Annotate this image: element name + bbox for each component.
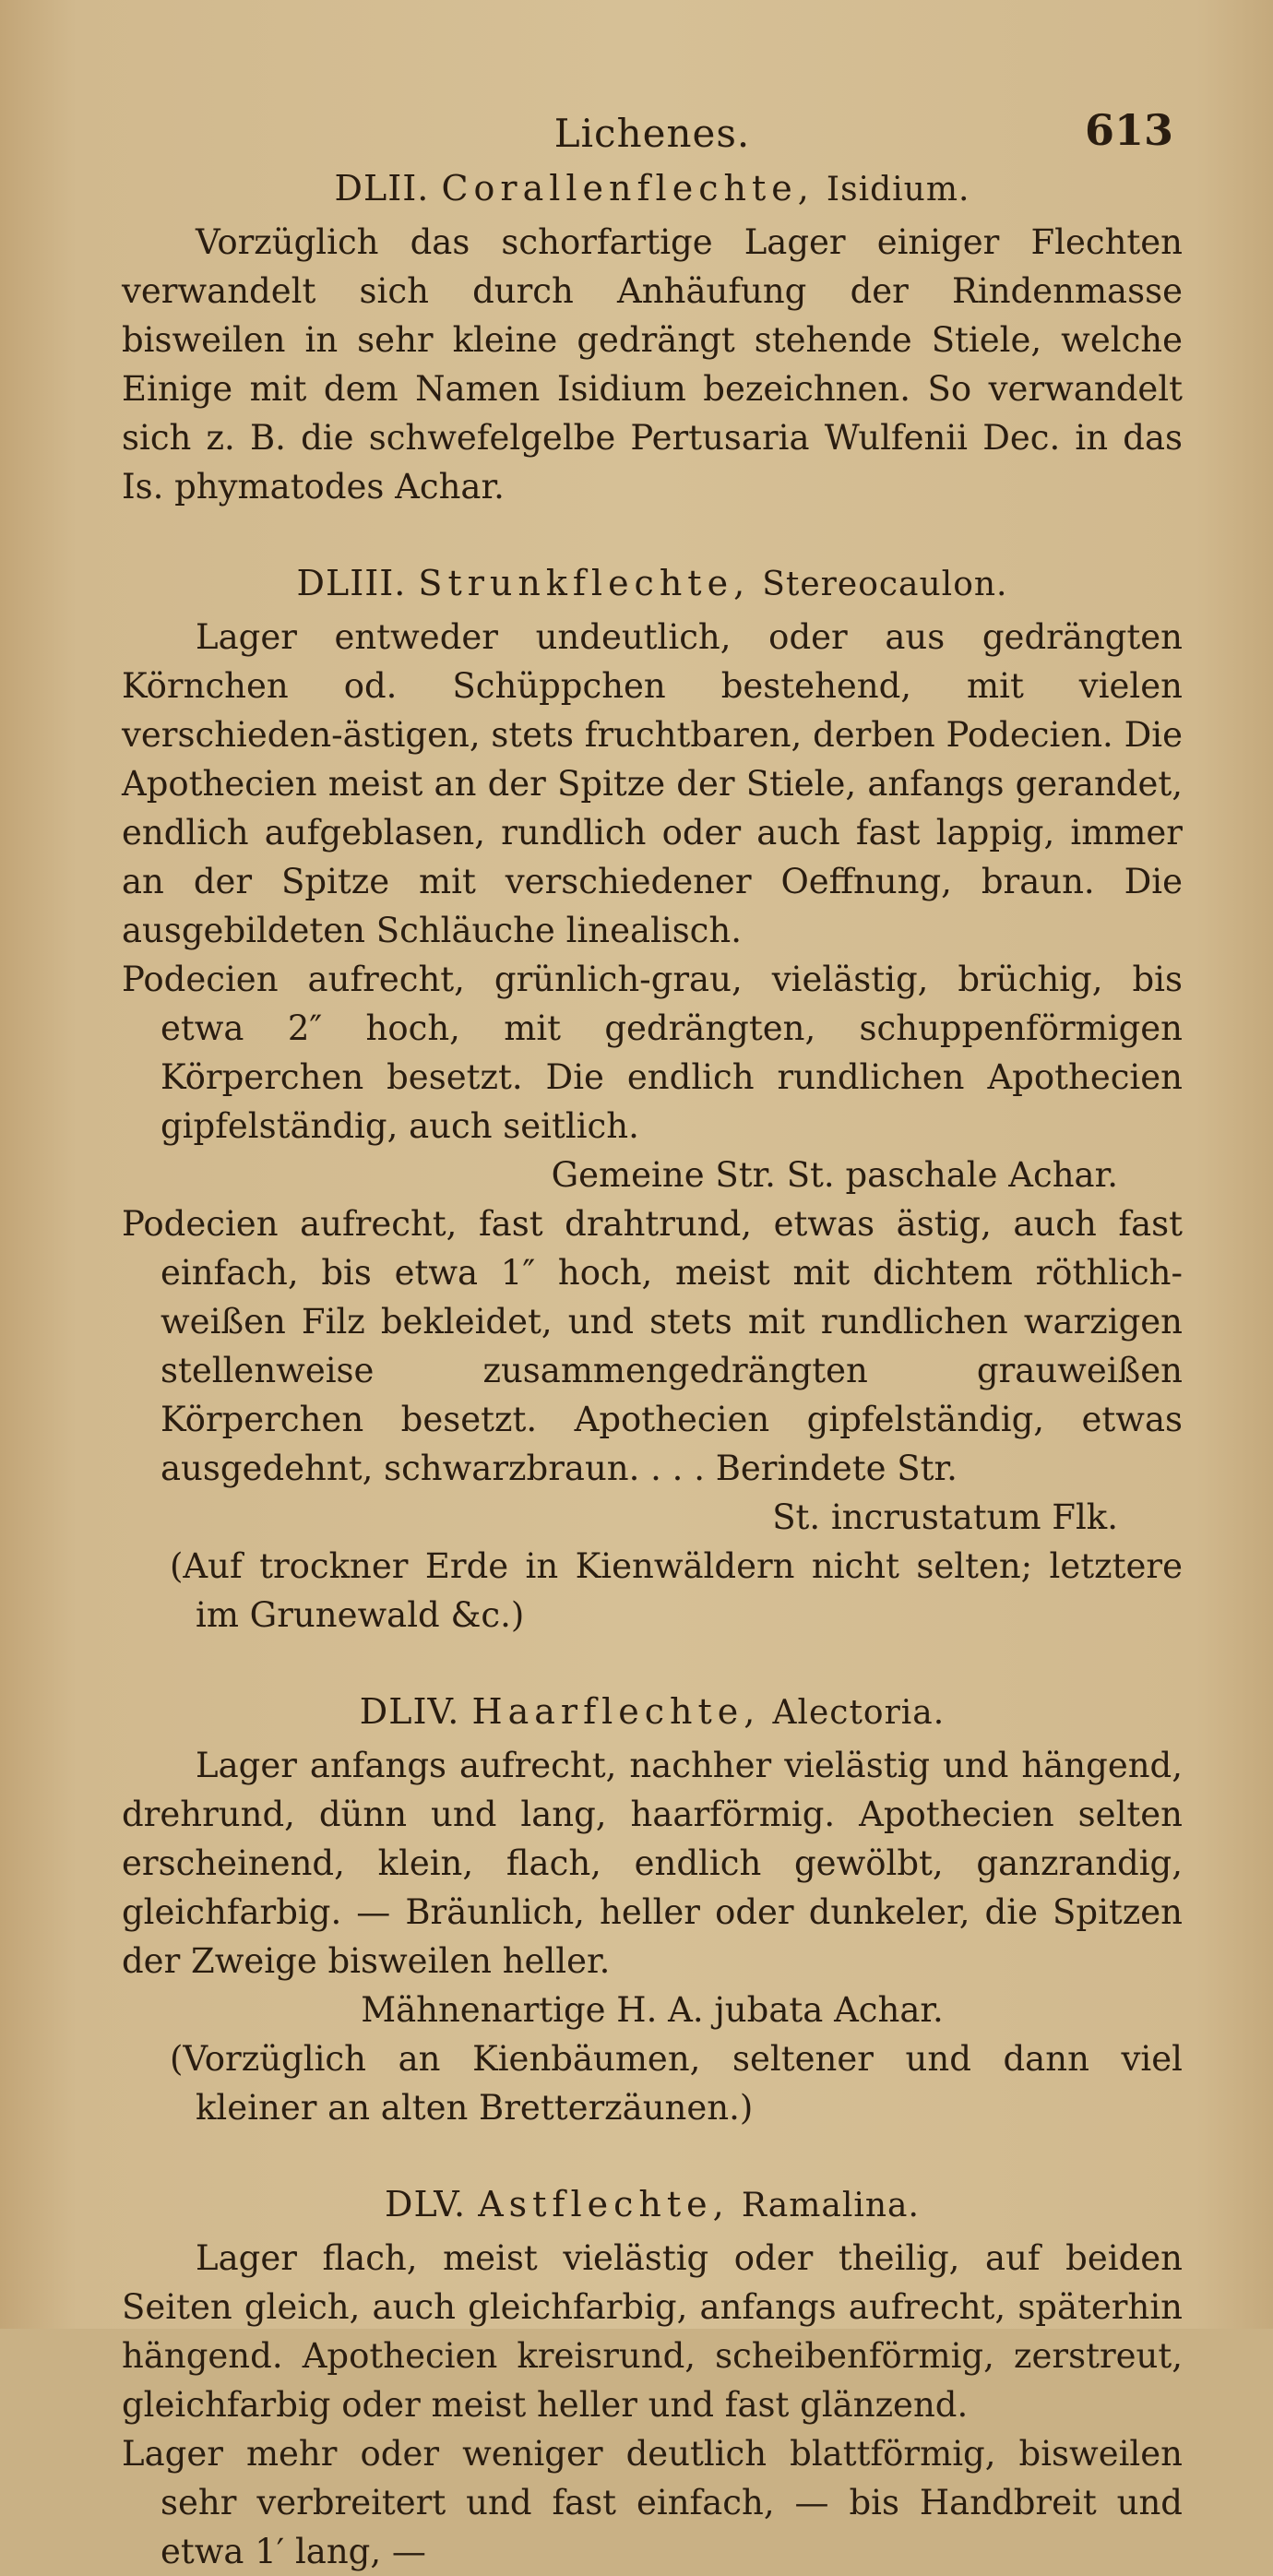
heading-number: DLII.: [334, 168, 430, 209]
section-heading-dliii: [122, 563, 1183, 603]
genus-description: Lager anfangs aufrecht, nachher vielästig und hängend, drehrund, dünn und lang, haarförmig. Apothecien selten erscheinend, klein, flach, endlich gewölbt, ganzrandig, gleichfarbig. — Bräunlich, heller oder dunkeler, die Spitzen der Zweige bisweilen heller.: [122, 1746, 1183, 1981]
heading-number: DLV.: [385, 2184, 467, 2224]
species-description: Lager mehr oder weniger deutlich blattförmig, bisweilen sehr verbreitert und fast einfach, — bis Handbreit und etwa 1′ lang, —: [122, 2434, 1183, 2571]
heading-latin: Isidium.: [826, 171, 970, 209]
heading-latin: Alectoria.: [772, 1694, 946, 1732]
page-content: [122, 101, 1183, 2576]
heading-name: Strunkflechte,: [418, 563, 751, 603]
habitat-note: (Auf trockner Erde in Kienwäldern nicht selten; letztere im Grunewald &c.): [170, 1546, 1183, 1635]
page-header: [122, 101, 1183, 157]
section-text-dlii: Vorzüglich das schorfartige Lager einiger Flechten verwandelt sich durch Anhäufung der Rindenmasse bisweilen in sehr kleine gedrängt stehende Stiele, welche Einige mit dem Namen Isidium bezeichnen. So verwandelt sich z. B. die schwefelgelbe Pertusaria Wulfenii Dec. in das Is. phymatodes Achar.: [122, 222, 1183, 507]
running-head: Lichenes.: [553, 111, 751, 156]
heading-latin: Stereocaulon.: [762, 566, 1008, 603]
heading-number: DLIII.: [296, 563, 407, 603]
section-heading-dliv: [122, 1691, 1183, 1732]
habitat-note: (Vorzüglich an Kienbäumen, seltener und dann viel kleiner an alten Bretterzäunen.): [170, 2039, 1183, 2128]
species-name: St. incrustatum Flk.: [772, 1497, 1118, 1537]
heading-name: Astflechte,: [478, 2184, 730, 2224]
section-heading-dlv: [122, 2184, 1183, 2224]
species-name: Gemeine Str. St. paschale Achar.: [551, 1155, 1118, 1195]
section-heading-dlii: [122, 168, 1183, 209]
species-description: Podecien aufrecht, fast drahtrund, etwas ästig, auch fast einfach, bis etwa 1″ hoch, meist mit dichtem röthlich-weißen Filz bekleidet, und stets mit rundlichen warzigen stellenweise zusammengedrängten grauweißen Körperchen besetzt. Apothecien gipfelständig, etwas ausgedehnt, schwarzbraun. . . . Berindete Str.: [122, 1204, 1183, 1488]
species-description: Podecien aufrecht, grünlich-grau, vielästig, brüchig, bis etwa 2″ hoch, mit gedrängten, schuppenförmigen Körperchen besetzt. Die endlich rundlichen Apothecien gipfelständig, auch seitlich.: [122, 960, 1183, 1146]
page-number: 613: [1084, 105, 1173, 155]
heading-latin: Ramalina.: [741, 2187, 920, 2224]
heading-name: Haarflechte,: [471, 1691, 761, 1732]
heading-number: DLIV.: [359, 1691, 460, 1732]
genus-description: Lager entweder undeutlich, oder aus gedrängten Körnchen od. Schüppchen bestehend, mit vielen verschieden-ästigen, stets fruchtbaren, derben Podecien. Die Apothecien meist an der Spitze der Stiele, anfangs gerandet, endlich aufgeblasen, rundlich oder auch fast lappig, immer an der Spitze mit verschiedener Oeffnung, braun. Die ausgebildeten Schläuche linealisch.: [122, 617, 1183, 950]
genus-description: Lager flach, meist vielästig oder theilig, auf beiden Seiten gleich, auch gleichfarbig, anfangs aufrecht, späterhin hängend. Apothecien kreisrund, scheibenförmig, zerstreut, gleichfarbig oder meist heller und fast glänzend.: [122, 2238, 1183, 2425]
species-name: Mähnenartige H. A. jubata Achar.: [361, 1990, 944, 2030]
heading-name: Corallenflechte,: [441, 168, 815, 209]
